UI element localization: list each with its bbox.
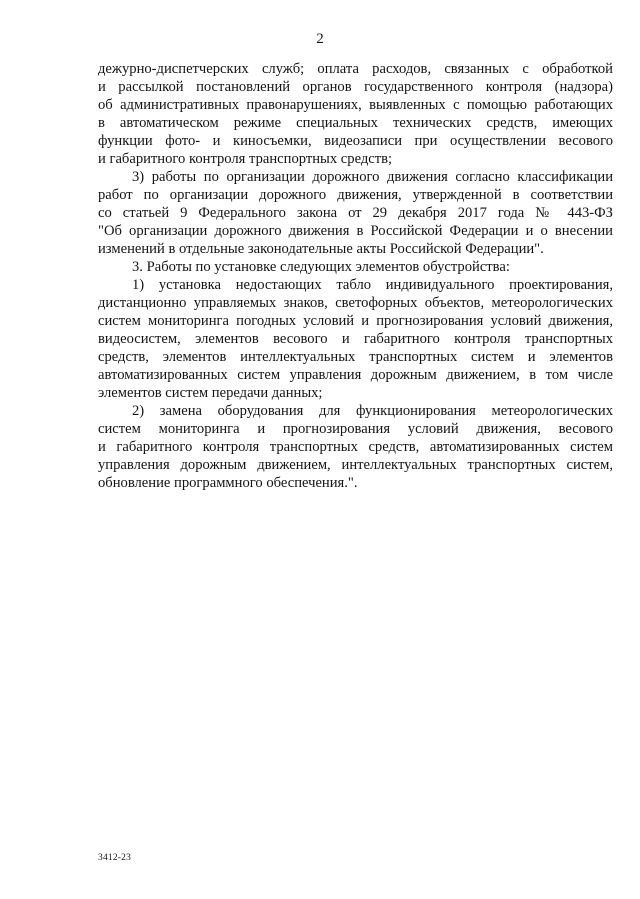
- text-line: видеосистем, элементов весового и габаритного контроля транспортных: [98, 331, 613, 347]
- text-line: систем мониторинга погодных условий и прогнозирования условий движения,: [98, 313, 613, 329]
- text-line: автоматизированных систем управления дорожным движением, в том числе: [98, 367, 613, 383]
- document-code: 3412-23: [98, 853, 132, 863]
- text-line: средств, элементов интеллектуальных транспортных систем и элементов: [98, 349, 613, 365]
- page-number: 2: [316, 31, 324, 47]
- text-line: управления дорожным движением, интеллектуальных транспортных систем,: [98, 457, 613, 473]
- text-line: в автоматическом режиме специальных технических средств, имеющих: [98, 115, 613, 131]
- text-line: и рассылкой постановлений органов государственного контроля (надзора): [98, 79, 613, 95]
- text-line: и габаритного контроля транспортных средств;: [98, 151, 393, 167]
- text-line: систем мониторинга и прогнозирования условий движения, весового: [98, 421, 613, 437]
- text-line: элементов систем передачи данных;: [98, 385, 323, 401]
- paragraph-first-line: 2) замена оборудования для функционирования метеорологических: [132, 403, 613, 419]
- text-line: об административных правонарушениях, выявленных с помощью работающих: [98, 97, 613, 113]
- paragraph-first-line: 1) установка недостающих табло индивидуального проектирования,: [132, 277, 613, 293]
- text-line: обновление программного обеспечения.".: [98, 475, 358, 491]
- text-line: и габаритного контроля транспортных средств, автоматизированных систем: [98, 439, 613, 455]
- text-line: дистанционно управляемых знаков, светофорных объектов, метеорологических: [98, 295, 613, 311]
- text-line: функции фото- и киносъемки, видеозаписи при осуществлении весового: [98, 133, 613, 149]
- text-line: дежурно-диспетчерских служб; оплата расходов, связанных с обработкой: [98, 61, 613, 77]
- text-line: со статьей 9 Федерального закона от 29 декабря 2017 года № 443-ФЗ: [98, 205, 613, 221]
- section-heading: 3. Работы по установке следующих элементов обустройства:: [132, 259, 510, 275]
- text-line: работ по организации дорожного движения, утвержденной в соответствии: [98, 187, 613, 203]
- text-line: изменений в отдельные законодательные акты Российской Федерации".: [98, 241, 544, 257]
- text-line: "Об организации дорожного движения в Российской Федерации и о внесении: [98, 223, 613, 239]
- paragraph-first-line: 3) работы по организации дорожного движения согласно классификации: [132, 169, 613, 185]
